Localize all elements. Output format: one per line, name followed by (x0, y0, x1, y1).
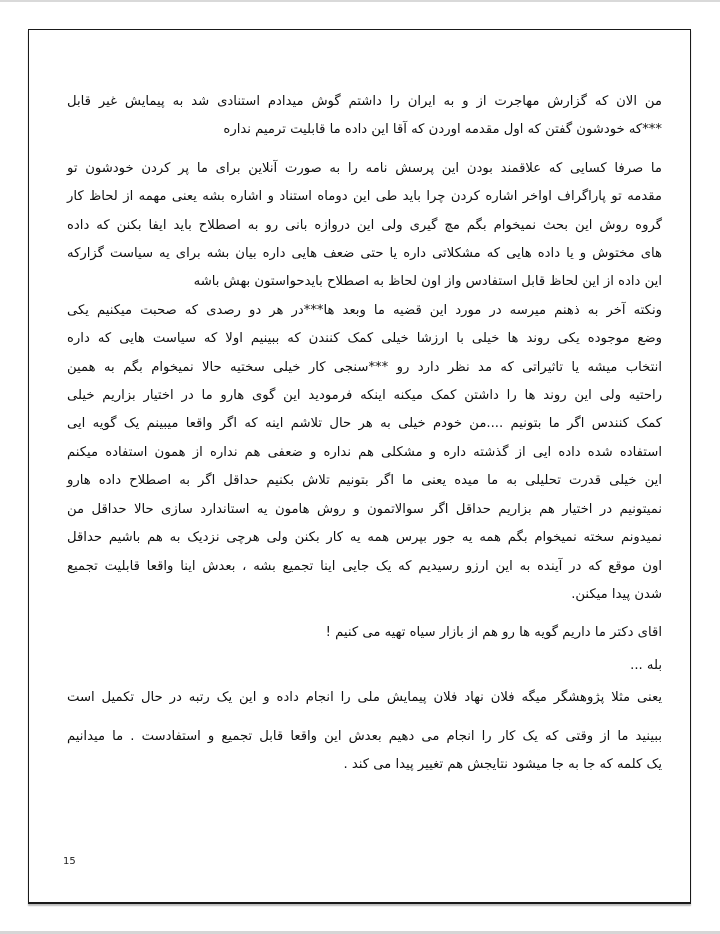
page-number: 15 (63, 856, 76, 867)
text-line: اقای دکتر ما داریم گویه ها رو هم از بازار سیاه تهیه می کنیم ! (325, 625, 662, 641)
text-line: ***که خودشون گفتن که اول مقدمه اوردن که آقا این داده ما قابلیت ترمیم نداره (223, 122, 662, 138)
text-line: یعنی مثلا پژوهشگر میگه فلان نهاد فلان پیمایش ملی را انجام داده و این یک رتبه در حال تکمیل است (67, 690, 662, 706)
paragraph-6 (67, 684, 662, 712)
text-line: مقدمه تو پاراگراف اواخر اشاره کردن چرا باید طی این دوماه استناد و اشاره بشه یعنی مهمه از لحاظ کار (67, 189, 662, 205)
text-line: ببینید ما از وقتی که یک کار را انجام می دهیم بعدش این واقعا قابل تجمیع و استفادست . ما میدانیم (67, 728, 662, 744)
text-line: های مختوش و یا داده هایی که مشکلاتی داره یا حتی ضعف هایی داره بیان بشه برای یه سیاست گزارکه (67, 246, 662, 262)
text-line: یک کلمه که جا به جا میشود نتایجش هم تغییر پیدا می کند . (343, 756, 662, 772)
text-line: من الان که گزارش مهاجرت از و به ایران را داشتم گوش میدادم استنادی شد به پیمایش غیر قابل (67, 94, 662, 109)
text-line: اون موقع که در آینده به این ارزو رسیدیم که یک جایی اینا تجمیع بشه ، بعدش اینا واقعا قابلیت تجمیع (67, 558, 662, 574)
text-line: راحتیه ولی این روند ها را داشتن کمک میکنه اینکه فرمودید این گوی هارو ما در اختیار بزاریم خیلی (67, 388, 662, 404)
paragraph-3 (67, 297, 662, 609)
text-line: استفاده شده داده ایی از گذشته داره و مشکلی هم نداره و ضعفی هم نداره از همون استفاده میکنم (67, 444, 662, 460)
text-line: نمیدونم سخته نمیخوام بگم همه یه جور بپرس همه یه کار بکنن ولی هرچی نزدیک به هم باشیم حداقل (67, 530, 662, 546)
text-line: انتخاب میشه یا تاثیراتی که مد نظر دارد رو ***سنجی کار خیلی سختیه حالا نمیخوام بگم به همین (67, 359, 662, 375)
document-page (28, 29, 691, 904)
text-line: شدن پیدا میکنن. (571, 586, 662, 602)
text-line: ونکته آخر به ذهنم میرسه در مورد این قضیه ما وبعد ها***در هر دو رصدی که صحبت میکنیم یکی (67, 302, 662, 318)
text-line: این داده از این لحاظ قابل استفادس واز اون لحاظ به اصطلاح بایدحواستون بهش باشه (193, 274, 662, 290)
text-line: کمک کنندس اگر ما بتونیم ....من خودم خیلی به هر حال تلاشم اینه که اگر واقعا میبینم یک گویه ایی (67, 416, 662, 432)
text-line: گروه روش این بحث نمیخوام بگم مچ گیری ولی این دروازه بانی رو به اصطلاح باید ایفا بکنن که داده (67, 217, 662, 233)
paragraph-1 (67, 88, 662, 145)
text-line: بله ... (630, 657, 662, 673)
paragraph-2 (67, 155, 662, 297)
page-body (67, 88, 662, 779)
paragraph-4 (67, 619, 662, 647)
text-line: نمیتونیم در اختیار هم بزاریم حداقل اگر سوالاتمون و روش هامون یه استاندارد سازی حالا حداقل من (67, 501, 662, 517)
text-line: ما صرفا کسایی که علاقمند بودن این پرسش نامه را به صورت آنلاین برای ما پر کردن خودشون تو (67, 160, 662, 176)
paragraph-7 (67, 723, 662, 780)
top-edge-bar (0, 0, 720, 2)
paragraph-5 (67, 652, 662, 680)
text-line: وضع موجوده یکی روند ها خیلی با ارزشا خیلی کمک کنندن که ببینیم اولا که سیاست هایی که داره (67, 331, 662, 347)
text-line: این خیلی قدرت تحلیلی به ما میده یعنی ما اگر بتونیم تلاش بکنیم حداقل اگر به اصطلاح داده هارو (67, 473, 662, 489)
